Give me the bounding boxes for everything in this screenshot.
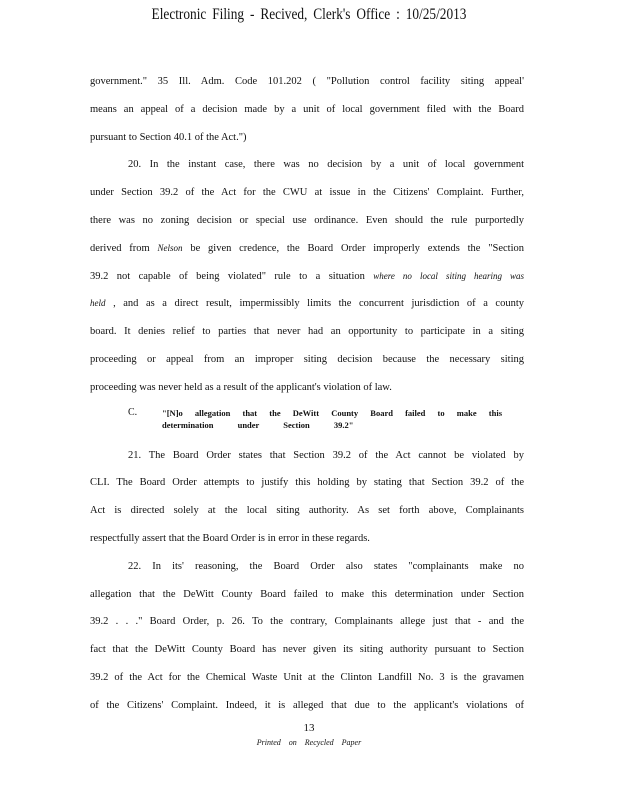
paragraph-22 (90, 553, 524, 720)
section-heading-c (90, 402, 524, 442)
text-segment: derived from (90, 242, 158, 254)
text-line: pursuant to Section 40.1 of the Act.") (90, 131, 247, 143)
text-segment: , and as a direct result, impermissibly limits the concurrent jurisdiction of a county (105, 298, 524, 310)
heading-line: "[N]o allegation that the DeWitt County Board failed to make this (162, 407, 502, 418)
heading-text (162, 407, 502, 431)
heading-letter: C. (128, 406, 138, 418)
text-line: respectfully assert that the Board Order is in error in these regards. (90, 532, 370, 544)
text-line: proceeding was never held as a result of the applicant's violation of law. (90, 381, 392, 393)
text-line: CLI. The Board Order attempts to justify this holding by stating that Section 39.2 of the (90, 477, 524, 489)
document-body (90, 68, 524, 720)
filing-header: Electronic Filing - Recived, Clerk's Office : 10/25/2013 (151, 6, 467, 23)
text-line (90, 290, 524, 318)
text-line: of the Citizens' Complaint. Indeed, it is alleged that due to the applicant's violations of (90, 699, 524, 711)
text-segment: be given credence, the Board Order improperly extends the "Section (182, 242, 524, 254)
text-line: Act is directed solely at the local siting authority. As set forth above, Complainants (90, 505, 524, 517)
text-line: 20. In the instant case, there was no decision by a unit of local government (128, 159, 524, 171)
footer-recycled-note: Printed on Recycled Paper (256, 738, 362, 747)
paragraph-20 (90, 151, 524, 401)
text-line: 22. In its' reasoning, the Board Order also states "complainants make no (128, 560, 524, 572)
text-line (90, 263, 524, 291)
text-line: 21. The Board Order states that Section 39.2 of the Act cannot be violated by (128, 449, 524, 461)
text-line: allegation that the DeWitt County Board failed to make this determination under Section (90, 588, 524, 600)
text-line: board. It denies relief to parties that never had an opportunity to participate in a siting (90, 326, 524, 338)
text-line: 39.2 of the Act for the Chemical Waste Unit at the Clinton Landfill No. 3 is the gravamen (90, 671, 524, 683)
text-line: proceeding or appeal from an improper siting decision because the necessary siting (90, 353, 524, 365)
text-line: under Section 39.2 of the Act for the CWU at issue in the Citizens' Complaint. Further, (90, 187, 524, 199)
heading-line: determination under Section 39.2" (162, 419, 354, 430)
text-line: means an appeal of a decision made by a unit of local government filed with the Board (90, 103, 524, 115)
page-number: 13 (303, 722, 315, 734)
emphasis-italic: held (90, 298, 106, 309)
paragraph-19-continuation (90, 68, 524, 151)
paragraph-21 (90, 442, 524, 553)
text-line: 39.2 . . ." Board Order, p. 26. To the contrary, Complainants allege just that - and the (90, 616, 524, 628)
text-segment: 39.2 not capable of being violated" rule to a situation (90, 270, 374, 282)
emphasis-italic: where no local siting hearing was (373, 270, 524, 281)
case-name-italic: Nelson (157, 242, 183, 253)
text-line: there was no zoning decision or special use ordinance. Even should the rule purportedly (90, 214, 524, 226)
text-line: government." 35 Ill. Adm. Code 101.202 ( "Pollution control facility siting appeal' (90, 76, 524, 87)
text-line: fact that the DeWitt County Board has never given its siting authority pursuant to Section (90, 644, 524, 656)
text-line (90, 235, 524, 263)
